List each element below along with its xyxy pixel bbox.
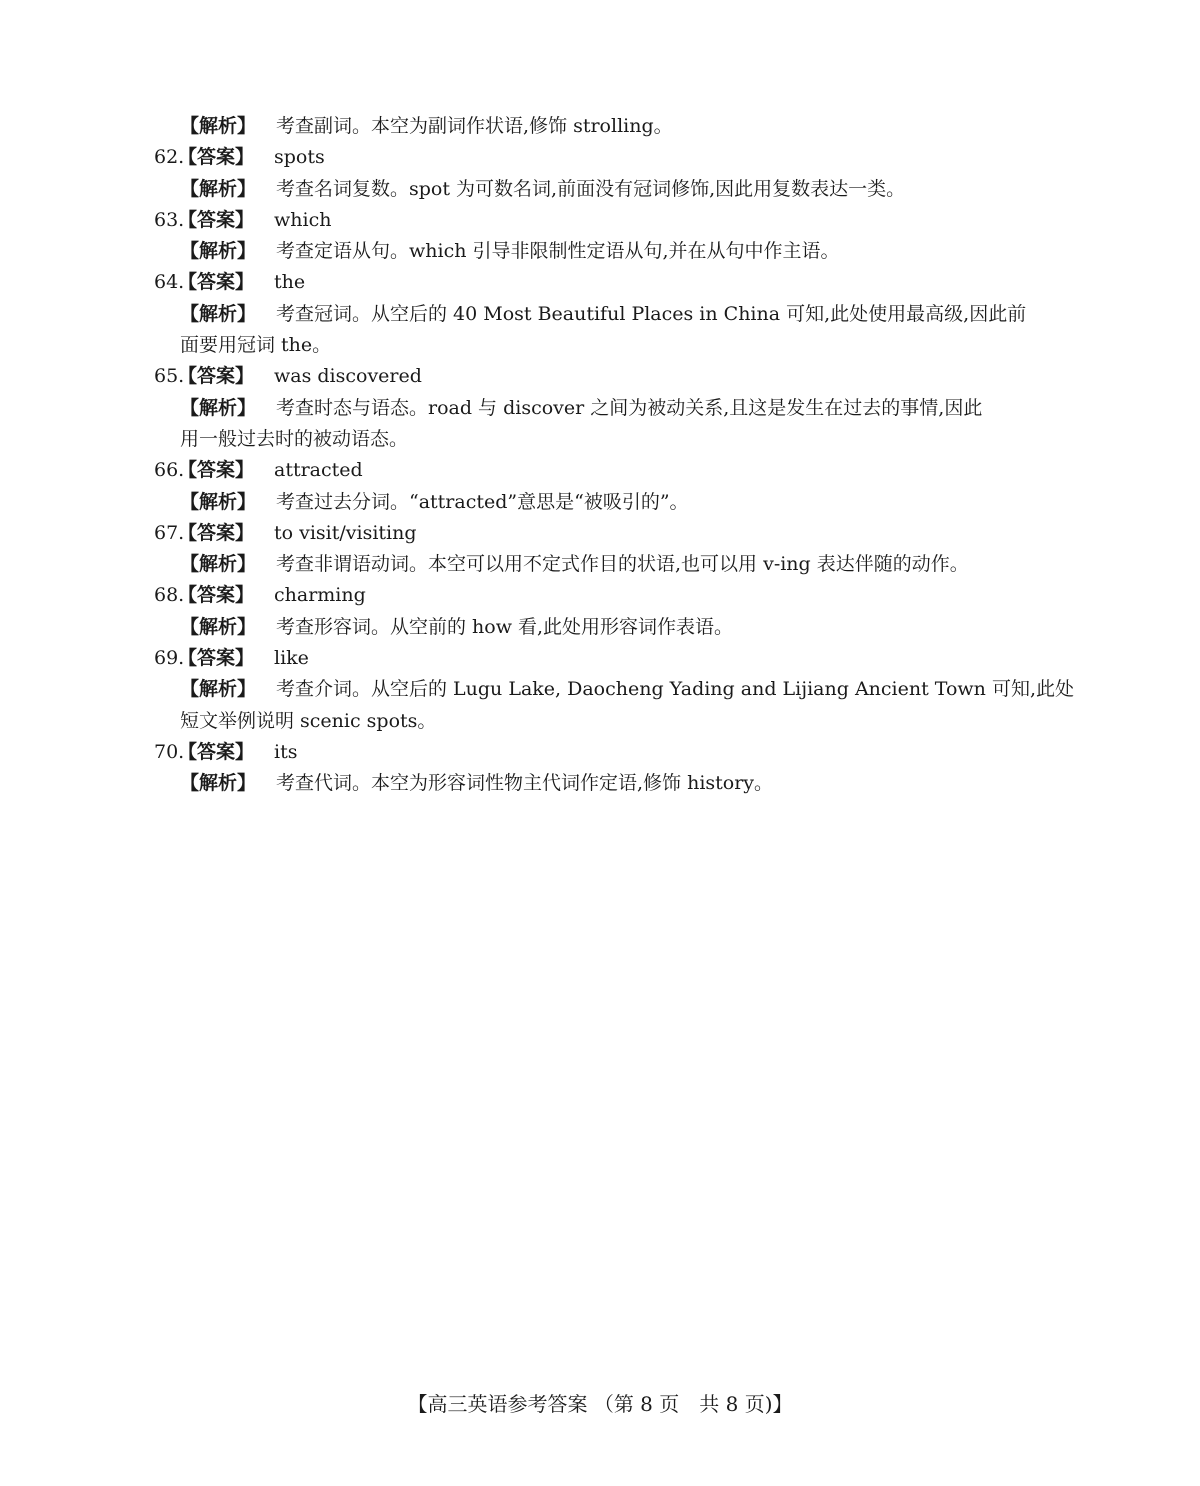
answer-row bbox=[154, 643, 1046, 674]
answer-text: was discovered bbox=[274, 365, 422, 388]
question-number: 68. bbox=[154, 584, 185, 607]
page-footer: 【高三英语参考答案 （第 8 页 共 8 页)】 bbox=[407, 1392, 793, 1416]
analysis-label: 【解析】 bbox=[180, 302, 257, 325]
question-number: 64. bbox=[154, 271, 185, 294]
analysis-row bbox=[154, 174, 1046, 205]
analysis-text: 考查介词。从空后的 Lugu Lake, Daocheng Yading and Lijiang Ancient Town 可知,此处 bbox=[276, 678, 1074, 701]
question-number: 62. bbox=[154, 146, 185, 169]
analysis-row bbox=[154, 768, 1046, 799]
analysis-label: 【解析】 bbox=[180, 772, 257, 795]
question-number: 70. bbox=[154, 740, 185, 763]
answer-text: the bbox=[274, 271, 306, 294]
analysis-row bbox=[154, 299, 1046, 330]
items-container bbox=[154, 142, 1074, 799]
analysis-continuation: 用一般过去时的被动语态。 bbox=[180, 427, 409, 450]
analysis-row bbox=[154, 236, 1046, 267]
question-number: 63. bbox=[154, 208, 185, 231]
analysis-label: 【解析】 bbox=[180, 615, 257, 638]
analysis-label: 【解析】 bbox=[180, 115, 257, 137]
answer-row bbox=[154, 142, 1046, 173]
answer-label: 【答案】 bbox=[178, 146, 255, 169]
answer-text: its bbox=[274, 740, 298, 763]
answer-label: 【答案】 bbox=[178, 365, 255, 388]
analysis-label: 【解析】 bbox=[180, 553, 257, 576]
analysis-text: 考查过去分词。“attracted”意思是“被吸引的”。 bbox=[276, 490, 689, 513]
analysis-text: 考查非谓语动词。本空可以用不定式作目的状语,也可以用 v-ing 表达伴随的动作。 bbox=[276, 553, 969, 576]
analysis-row bbox=[154, 111, 1046, 142]
analysis-text: 考查名词复数。spot 为可数名词,前面没有冠词修饰,因此用复数表达一类。 bbox=[276, 177, 906, 200]
answer-label: 【答案】 bbox=[178, 459, 255, 482]
answer-row bbox=[154, 361, 1046, 392]
answer-text: spots bbox=[274, 146, 325, 169]
answer-row bbox=[154, 267, 1046, 298]
question-number: 69. bbox=[154, 647, 185, 670]
analysis-text: 考查形容词。从空前的 how 看,此处用形容词作表语。 bbox=[276, 615, 734, 638]
analysis-row bbox=[154, 674, 1074, 705]
analysis-continuation: 面要用冠词 the。 bbox=[180, 334, 332, 357]
analysis-row bbox=[154, 393, 1046, 424]
answer-text: like bbox=[274, 647, 309, 670]
analysis-text: 考查代词。本空为形容词性物主代词作定语,修饰 history。 bbox=[276, 772, 774, 795]
analysis-label: 【解析】 bbox=[180, 678, 257, 701]
answer-label: 【答案】 bbox=[178, 647, 255, 670]
answer-row bbox=[154, 205, 1046, 236]
answer-label: 【答案】 bbox=[178, 521, 255, 544]
analysis-text: 考查定语从句。which 引导非限制性定语从句,并在从句中作主语。 bbox=[276, 240, 840, 263]
analysis-continuation: 短文举例说明 scenic spots。 bbox=[180, 709, 437, 732]
answer-label: 【答案】 bbox=[178, 208, 255, 231]
analysis-row bbox=[154, 487, 1046, 518]
answer-label: 【答案】 bbox=[178, 584, 255, 607]
answer-row bbox=[154, 737, 1046, 768]
analysis-row bbox=[154, 549, 1046, 580]
answer-label: 【答案】 bbox=[178, 271, 255, 294]
analysis-text: 考查副词。本空为副词作状语,修饰 strolling。 bbox=[276, 115, 673, 137]
question-number: 65. bbox=[154, 365, 185, 388]
answer-text: attracted bbox=[274, 459, 363, 482]
analysis-row bbox=[154, 612, 1046, 643]
answer-row bbox=[154, 580, 1046, 611]
answer-list bbox=[154, 111, 1074, 800]
question-number: 66. bbox=[154, 459, 185, 482]
answer-row bbox=[154, 518, 1046, 549]
answer-text: to visit/visiting bbox=[274, 521, 417, 544]
analysis-text: 考查冠词。从空后的 40 Most Beautiful Places in China 可知,此处使用最高级,因此前 bbox=[276, 302, 1027, 325]
question-number: 67. bbox=[154, 521, 185, 544]
answer-text: which bbox=[274, 208, 332, 231]
analysis-label: 【解析】 bbox=[180, 396, 257, 419]
answer-label: 【答案】 bbox=[178, 740, 255, 763]
analysis-label: 【解析】 bbox=[180, 490, 257, 513]
analysis-label: 【解析】 bbox=[180, 240, 257, 263]
answer-text: charming bbox=[274, 584, 366, 607]
analysis-label: 【解析】 bbox=[180, 177, 257, 200]
analysis-text: 考查时态与语态。road 与 discover 之间为被动关系,且这是发生在过去的事情,因此 bbox=[276, 396, 983, 419]
answer-row bbox=[154, 455, 1046, 486]
